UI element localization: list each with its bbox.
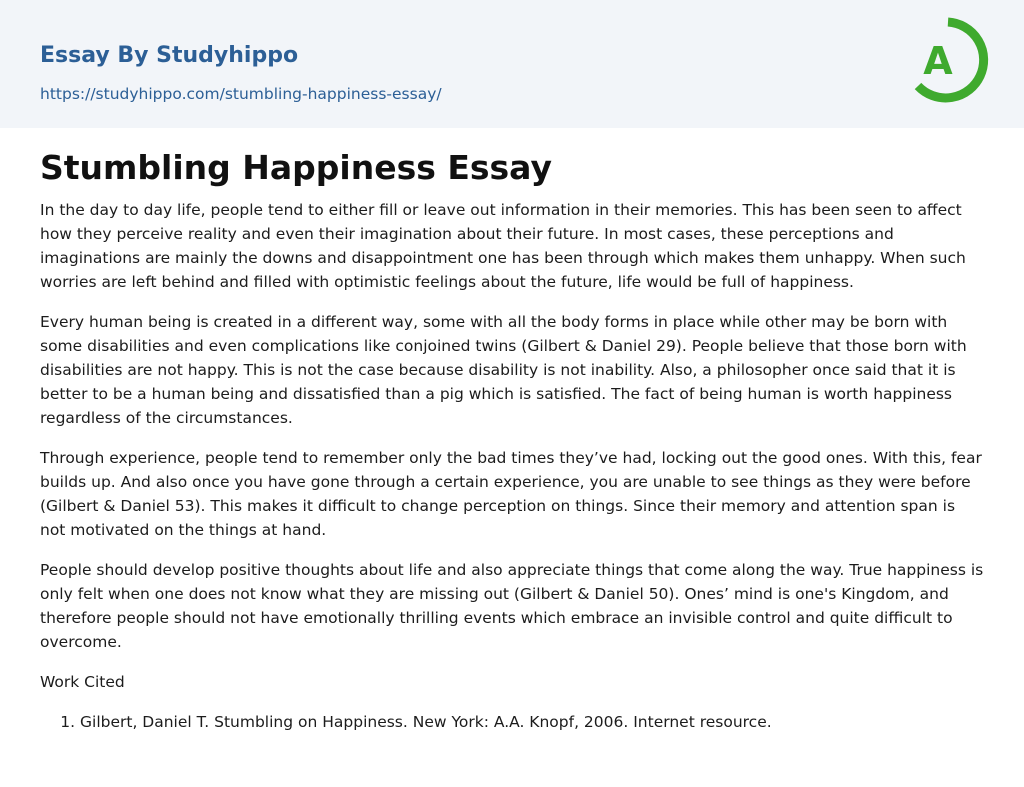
paragraph-1: In the day to day life, people tend to either fill or leave out information in their memories. This has been seen to affect how they perceive reality and even their imagination about their future. In most cases, these perceptions and imaginations are mainly the downs and disappointment one has been through which makes them unhappy. When such worries are left behind and filled with optimistic feelings about the future, life would be full of happiness. [40,201,966,291]
site-header [0,0,1024,128]
site-brand[interactable]: Essay By Studyhippo [40,43,299,68]
paragraph-3: Through experience, people tend to remember only the bad times they’ve had, locking out the good ones. With this, fear builds up. And also once you have gone through a certain experience, you are unable to see things as they were before (Gilbert & Daniel 53). This makes it difficult to change perception on things. Since their memory and attention span is not motivated on the things at hand. [40,449,982,539]
logo-icon[interactable] [904,16,992,108]
references-list [40,710,984,734]
paragraph-4: People should develop positive thoughts about life and also appreciate things that come along the way. True happiness is only felt when one does not know what they are missing out (Gilbert & Daniel 50). Ones’ mind is one's Kingdom, and therefore people should not have emotionally thrilling events which embrace an invisible control and quite difficult to overcome. [40,561,984,651]
article-content [40,146,984,734]
works-cited-heading: Work Cited [40,673,125,691]
essay-url-link[interactable]: https://studyhippo.com/stumbling-happiness-essay/ [40,85,442,103]
page-title: Stumbling Happiness Essay [40,148,552,187]
reference-item: 1. Gilbert, Daniel T. Stumbling on Happiness. New York: A.A. Knopf, 2006. Internet resource. [80,710,984,734]
paragraph-2: Every human being is created in a different way, some with all the body forms in place while other may be born with some disabilities and even complications like conjoined twins (Gilbert & Daniel 29). People believe that those born with disabilities are not happy. This is not the case because disability is not inability. Also, a philosopher once said that it is better to be a human being and dissatisfied than a pig which is satisfied. The fact of being human is worth happiness regardless of the circumstances. [40,313,967,427]
logo-letter: A [923,39,953,83]
